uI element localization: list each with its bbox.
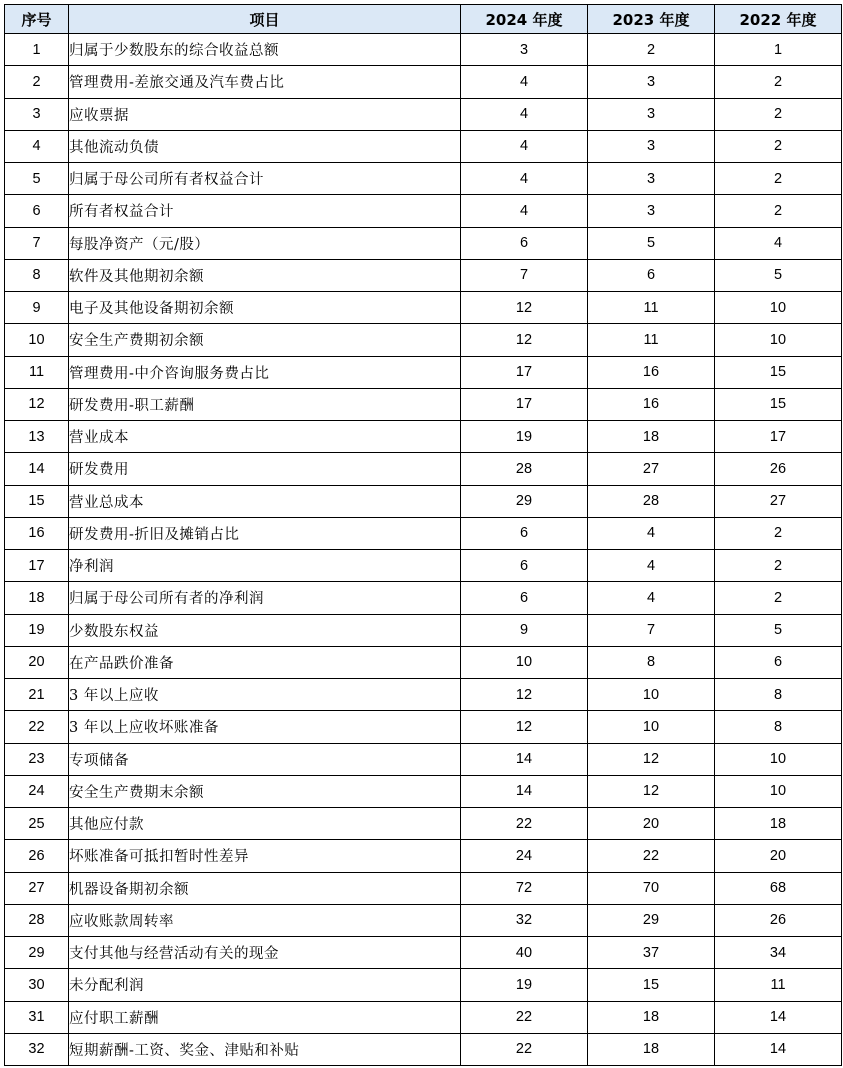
header-index: 序号 — [5, 5, 69, 34]
table-row — [5, 969, 842, 1001]
row-index: 28 — [5, 904, 69, 936]
table-row — [5, 1033, 842, 1065]
row-value-2023: 15 — [588, 969, 715, 1001]
row-value-2022: 10 — [715, 292, 842, 324]
row-value-2022: 26 — [715, 904, 842, 936]
row-value-2023: 8 — [588, 646, 715, 678]
row-value-2024: 40 — [461, 937, 588, 969]
row-item-name: 支付其他与经营活动有关的现金 — [69, 937, 461, 969]
row-value-2022: 26 — [715, 453, 842, 485]
row-value-2024: 32 — [461, 904, 588, 936]
row-item-name: 研发费用-折旧及摊销占比 — [69, 517, 461, 549]
row-index: 25 — [5, 808, 69, 840]
row-item-name: 每股净资产（元/股） — [69, 227, 461, 259]
row-value-2024: 4 — [461, 195, 588, 227]
row-index: 7 — [5, 227, 69, 259]
row-value-2023: 37 — [588, 937, 715, 969]
row-value-2022: 15 — [715, 356, 842, 388]
row-value-2022: 10 — [715, 324, 842, 356]
row-item-name: 管理费用-中介咨询服务费占比 — [69, 356, 461, 388]
table-row — [5, 582, 842, 614]
row-value-2023: 10 — [588, 679, 715, 711]
row-item-name: 在产品跌价准备 — [69, 646, 461, 678]
row-value-2024: 12 — [461, 292, 588, 324]
table-row — [5, 904, 842, 936]
table-row — [5, 292, 842, 324]
header-year-2023: 2023 年度 — [588, 5, 715, 34]
row-value-2024: 12 — [461, 679, 588, 711]
table-row — [5, 195, 842, 227]
row-item-name: 归属于少数股东的综合收益总额 — [69, 34, 461, 66]
row-value-2022: 2 — [715, 517, 842, 549]
row-value-2023: 18 — [588, 1033, 715, 1065]
row-value-2022: 5 — [715, 259, 842, 291]
row-value-2023: 20 — [588, 808, 715, 840]
row-value-2024: 9 — [461, 614, 588, 646]
row-value-2023: 12 — [588, 743, 715, 775]
row-index: 13 — [5, 421, 69, 453]
row-item-name: 坏账准备可抵扣暂时性差异 — [69, 840, 461, 872]
table-row — [5, 453, 842, 485]
row-item-name: 应收票据 — [69, 98, 461, 130]
table-row — [5, 517, 842, 549]
row-item-name: 安全生产费期末余额 — [69, 775, 461, 807]
row-value-2022: 10 — [715, 743, 842, 775]
row-value-2024: 29 — [461, 485, 588, 517]
row-value-2023: 11 — [588, 292, 715, 324]
row-value-2024: 4 — [461, 130, 588, 162]
table-row — [5, 1001, 842, 1033]
row-value-2023: 7 — [588, 614, 715, 646]
row-item-name: 所有者权益合计 — [69, 195, 461, 227]
row-item-name: 少数股东权益 — [69, 614, 461, 646]
row-value-2023: 10 — [588, 711, 715, 743]
row-index: 27 — [5, 872, 69, 904]
row-value-2024: 28 — [461, 453, 588, 485]
header-year-2022: 2022 年度 — [715, 5, 842, 34]
row-index: 31 — [5, 1001, 69, 1033]
row-index: 1 — [5, 34, 69, 66]
row-index: 9 — [5, 292, 69, 324]
row-item-name: 专项储备 — [69, 743, 461, 775]
row-value-2023: 3 — [588, 66, 715, 98]
row-value-2024: 22 — [461, 1033, 588, 1065]
row-value-2024: 6 — [461, 582, 588, 614]
row-index: 30 — [5, 969, 69, 1001]
row-item-name: 应付职工薪酬 — [69, 1001, 461, 1033]
row-value-2022: 5 — [715, 614, 842, 646]
table-row — [5, 775, 842, 807]
row-value-2023: 70 — [588, 872, 715, 904]
header-year-2024: 2024 年度 — [461, 5, 588, 34]
row-value-2022: 2 — [715, 195, 842, 227]
row-value-2023: 28 — [588, 485, 715, 517]
row-value-2022: 8 — [715, 679, 842, 711]
table-row — [5, 550, 842, 582]
row-value-2023: 3 — [588, 163, 715, 195]
row-value-2022: 2 — [715, 163, 842, 195]
row-index: 5 — [5, 163, 69, 195]
table-header — [5, 5, 842, 34]
row-item-name: 电子及其他设备期初余额 — [69, 292, 461, 324]
row-value-2024: 4 — [461, 66, 588, 98]
row-value-2023: 27 — [588, 453, 715, 485]
row-value-2022: 10 — [715, 775, 842, 807]
table-row — [5, 614, 842, 646]
row-value-2022: 8 — [715, 711, 842, 743]
row-index: 20 — [5, 646, 69, 678]
row-value-2022: 15 — [715, 388, 842, 420]
row-value-2022: 1 — [715, 34, 842, 66]
row-value-2024: 14 — [461, 775, 588, 807]
row-value-2024: 22 — [461, 1001, 588, 1033]
table-body — [5, 34, 842, 1066]
table-row — [5, 388, 842, 420]
row-value-2022: 2 — [715, 66, 842, 98]
row-item-name: 研发费用 — [69, 453, 461, 485]
row-item-name: 应收账款周转率 — [69, 904, 461, 936]
row-value-2022: 2 — [715, 98, 842, 130]
row-value-2024: 4 — [461, 163, 588, 195]
table-row — [5, 872, 842, 904]
row-value-2024: 72 — [461, 872, 588, 904]
table-row — [5, 130, 842, 162]
row-item-name: 其他应付款 — [69, 808, 461, 840]
row-value-2023: 16 — [588, 388, 715, 420]
table-row — [5, 937, 842, 969]
row-value-2023: 29 — [588, 904, 715, 936]
row-value-2022: 68 — [715, 872, 842, 904]
table-row — [5, 356, 842, 388]
row-index: 19 — [5, 614, 69, 646]
row-value-2022: 34 — [715, 937, 842, 969]
row-value-2024: 6 — [461, 227, 588, 259]
row-value-2023: 12 — [588, 775, 715, 807]
row-item-name: 归属于母公司所有者的净利润 — [69, 582, 461, 614]
row-value-2023: 6 — [588, 259, 715, 291]
row-value-2022: 20 — [715, 840, 842, 872]
row-value-2023: 11 — [588, 324, 715, 356]
data-table — [4, 4, 842, 1066]
row-index: 29 — [5, 937, 69, 969]
table-row — [5, 646, 842, 678]
row-item-name: 归属于母公司所有者权益合计 — [69, 163, 461, 195]
table-row — [5, 34, 842, 66]
row-index: 18 — [5, 582, 69, 614]
row-index: 22 — [5, 711, 69, 743]
row-value-2023: 3 — [588, 98, 715, 130]
row-value-2024: 10 — [461, 646, 588, 678]
row-value-2024: 3 — [461, 34, 588, 66]
row-value-2023: 18 — [588, 421, 715, 453]
row-value-2022: 11 — [715, 969, 842, 1001]
row-index: 21 — [5, 679, 69, 711]
row-value-2023: 18 — [588, 1001, 715, 1033]
table-row — [5, 485, 842, 517]
row-value-2022: 2 — [715, 582, 842, 614]
row-index: 14 — [5, 453, 69, 485]
table-row — [5, 163, 842, 195]
row-item-name: 未分配利润 — [69, 969, 461, 1001]
row-value-2024: 14 — [461, 743, 588, 775]
row-item-name: 营业成本 — [69, 421, 461, 453]
row-value-2024: 17 — [461, 388, 588, 420]
row-index: 32 — [5, 1033, 69, 1065]
row-value-2023: 3 — [588, 130, 715, 162]
row-value-2024: 12 — [461, 324, 588, 356]
row-item-name: 3 年以上应收 — [69, 679, 461, 711]
row-item-name: 其他流动负债 — [69, 130, 461, 162]
row-index: 16 — [5, 517, 69, 549]
row-item-name: 3 年以上应收坏账准备 — [69, 711, 461, 743]
row-value-2022: 2 — [715, 550, 842, 582]
table-row — [5, 227, 842, 259]
row-index: 10 — [5, 324, 69, 356]
row-item-name: 净利润 — [69, 550, 461, 582]
row-value-2024: 12 — [461, 711, 588, 743]
table-row — [5, 98, 842, 130]
row-index: 26 — [5, 840, 69, 872]
row-item-name: 营业总成本 — [69, 485, 461, 517]
row-value-2022: 6 — [715, 646, 842, 678]
row-index: 15 — [5, 485, 69, 517]
row-index: 17 — [5, 550, 69, 582]
row-value-2024: 24 — [461, 840, 588, 872]
row-value-2023: 4 — [588, 582, 715, 614]
row-value-2024: 6 — [461, 517, 588, 549]
row-value-2023: 16 — [588, 356, 715, 388]
table-row — [5, 421, 842, 453]
row-value-2023: 3 — [588, 195, 715, 227]
row-item-name: 短期薪酬-工资、奖金、津贴和补贴 — [69, 1033, 461, 1065]
row-value-2022: 4 — [715, 227, 842, 259]
row-value-2024: 6 — [461, 550, 588, 582]
row-value-2024: 17 — [461, 356, 588, 388]
table-row — [5, 679, 842, 711]
row-value-2022: 27 — [715, 485, 842, 517]
table-row — [5, 840, 842, 872]
row-value-2024: 19 — [461, 969, 588, 1001]
row-value-2024: 7 — [461, 259, 588, 291]
table-row — [5, 66, 842, 98]
row-index: 23 — [5, 743, 69, 775]
row-value-2022: 14 — [715, 1001, 842, 1033]
header-row — [5, 5, 842, 34]
row-index: 8 — [5, 259, 69, 291]
row-item-name: 管理费用-差旅交通及汽车费占比 — [69, 66, 461, 98]
row-index: 2 — [5, 66, 69, 98]
row-value-2023: 2 — [588, 34, 715, 66]
row-item-name: 机器设备期初余额 — [69, 872, 461, 904]
row-index: 24 — [5, 775, 69, 807]
row-index: 11 — [5, 356, 69, 388]
row-index: 6 — [5, 195, 69, 227]
row-value-2023: 5 — [588, 227, 715, 259]
row-item-name: 安全生产费期初余额 — [69, 324, 461, 356]
row-value-2024: 22 — [461, 808, 588, 840]
row-item-name: 研发费用-职工薪酬 — [69, 388, 461, 420]
row-value-2022: 17 — [715, 421, 842, 453]
row-value-2024: 4 — [461, 98, 588, 130]
row-value-2022: 2 — [715, 130, 842, 162]
row-value-2022: 18 — [715, 808, 842, 840]
row-value-2022: 14 — [715, 1033, 842, 1065]
row-value-2024: 19 — [461, 421, 588, 453]
table-row — [5, 259, 842, 291]
row-value-2023: 4 — [588, 550, 715, 582]
header-item: 项目 — [69, 5, 461, 34]
table-row — [5, 808, 842, 840]
table-row — [5, 324, 842, 356]
table-row — [5, 743, 842, 775]
row-index: 4 — [5, 130, 69, 162]
row-value-2023: 4 — [588, 517, 715, 549]
table-row — [5, 711, 842, 743]
row-index: 12 — [5, 388, 69, 420]
row-item-name: 软件及其他期初余额 — [69, 259, 461, 291]
row-value-2023: 22 — [588, 840, 715, 872]
row-index: 3 — [5, 98, 69, 130]
